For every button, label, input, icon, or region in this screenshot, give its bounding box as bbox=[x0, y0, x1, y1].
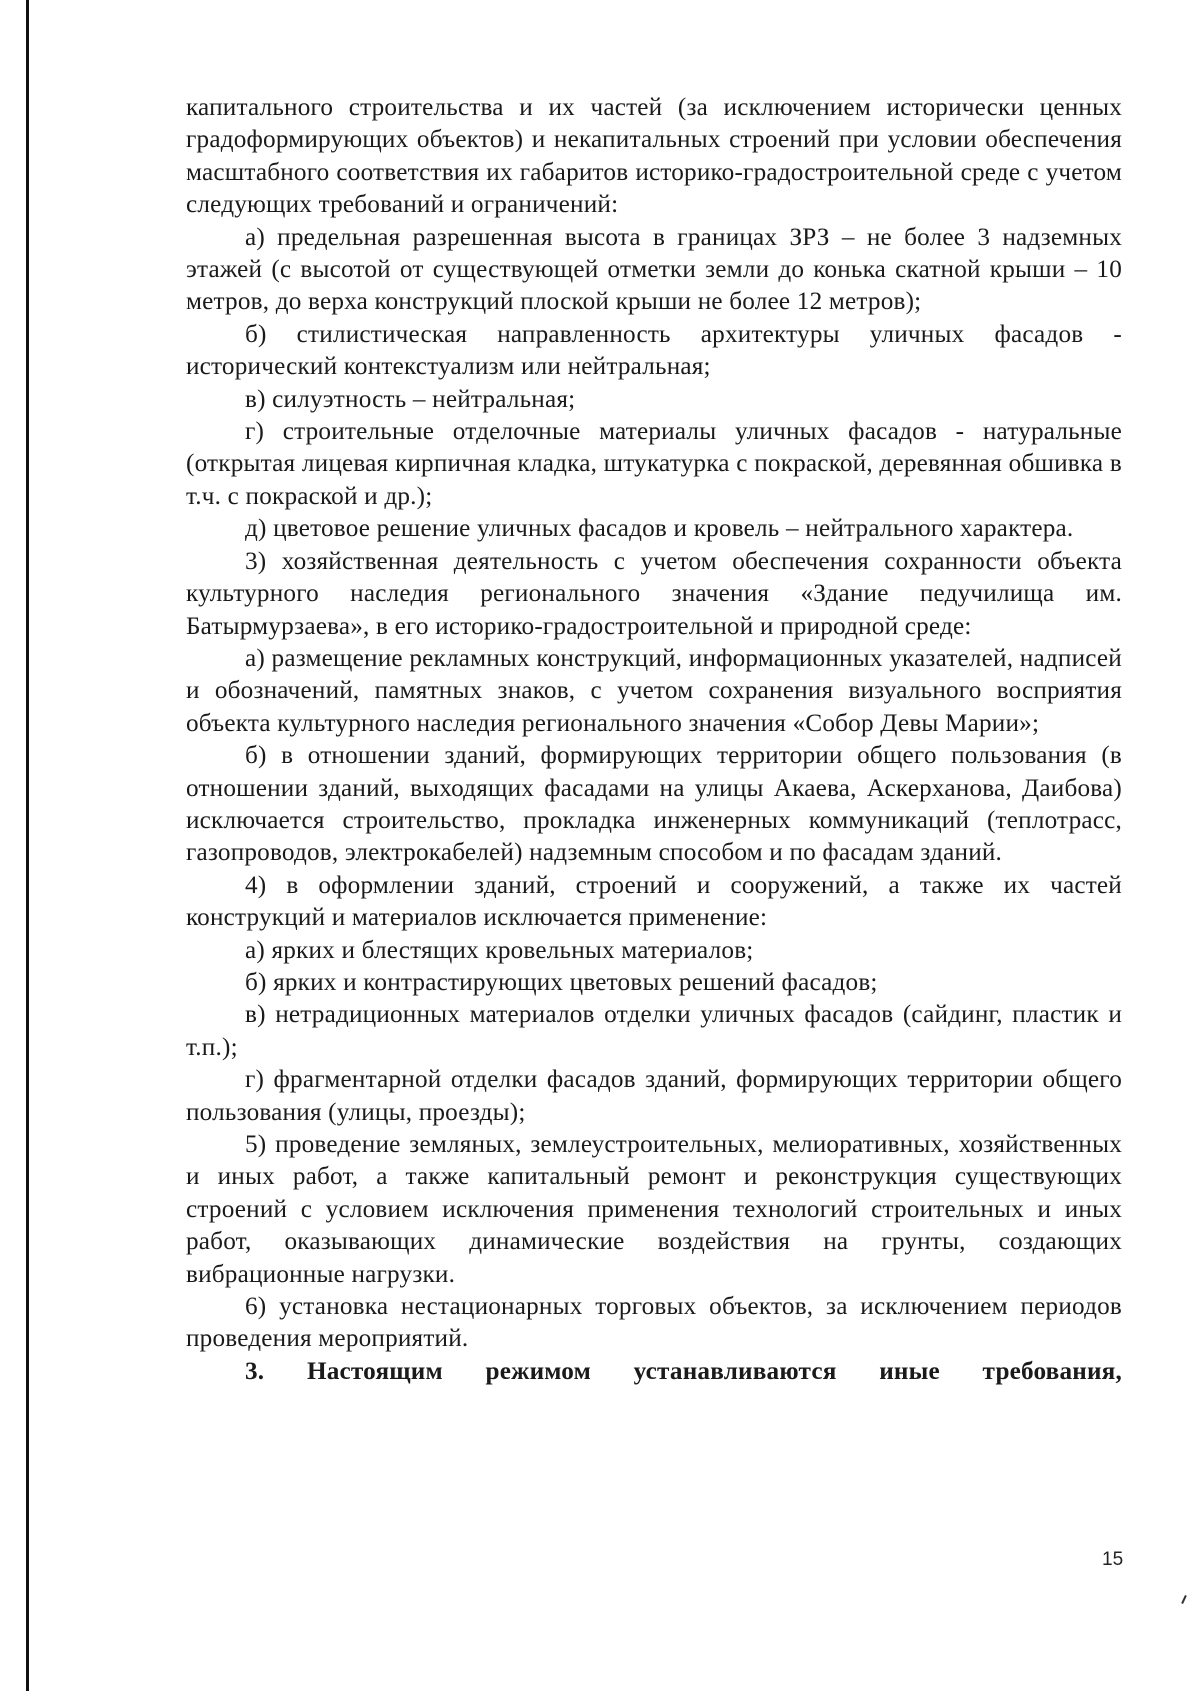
paragraph-item-a-advertising: а) размещение рекламных конструкций, информационных указателей, надписей и обозначений, памятных знаков, с учетом сохранения визуального восприятия объекта культурного наследия регионального значения «Собор Девы Марии»; bbox=[186, 644, 1122, 737]
paragraph-item-b-communications: б) в отношении зданий, формирующих территории общего пользования (в отношении зданий, выходящих фасадами на улицы Акаева, Аскерханова, Даибова) исключается строительство, прокладка инженерных коммуникаций (теплотрасс, газопроводов, электрокабелей) надземным способом и по фасадам зданий. bbox=[186, 742, 1122, 867]
paragraph-item-b-style: б) стилистическая направленность архитектуры уличных фасадов - исторический контекстуализм или нейтральная; bbox=[186, 320, 1122, 381]
paragraph-item-g-fragmentary: г) фрагментарной отделки фасадов зданий, формирующих территории общего пользования (улицы, проезды); bbox=[186, 1066, 1122, 1126]
paragraph-item-v-nontraditional: в) нетрадиционных материалов отделки уличных фасадов (сайдинг, пластик и т.п.); bbox=[186, 1001, 1122, 1061]
paragraph-item-d-color: д) цветовое решение уличных фасадов и кровель – нейтрального характера. bbox=[245, 515, 1074, 543]
paragraph-continuation: капитального строительства и их частей (за исключением исторически ценных градоформирующих объектов) и некапитальных строений при условии обеспечения масштабного соответствия их габаритов историко-градостроительной среде с учетом следующих требований и ограничений: bbox=[186, 94, 1122, 219]
paragraph-item-5-earthworks: 5) проведение земляных, землеустроительных, мелиоративных, хозяйственных и иных работ, а также капитальный ремонт и реконструкция существующих строений с условием исключения применения технологий строительных и иных работ, оказывающих динамические воздействия на грунты, создающих вибрационные нагрузки. bbox=[186, 1131, 1122, 1288]
page-number: 15 bbox=[1102, 1549, 1124, 1570]
paragraph-item-4-design: 4) в оформлении зданий, строений и сооружений, а также их частей конструкций и материалов исключается применение: bbox=[186, 871, 1122, 932]
paragraph-item-3-economic-activity: 3) хозяйственная деятельность с учетом обеспечения сохранности объекта культурного наследия регионального значения «Здание педучилища им. Батырмурзаева», в его историко-градостроительной и природной среде: bbox=[186, 547, 1122, 640]
paragraph-item-6-kiosks: 6) установка нестационарных торговых объектов, за исключением периодов проведения мероприятий. bbox=[186, 1293, 1122, 1353]
scan-left-edge-line bbox=[26, 0, 29, 1691]
document-body bbox=[186, 92, 1122, 1388]
scan-corner-mark bbox=[1181, 1595, 1187, 1604]
paragraph-section-3-heading: 3. Настоящим режимом устанавливаются иные требования, bbox=[245, 1357, 1122, 1385]
paragraph-item-b-colors: б) ярких и контрастирующих цветовых решений фасадов; bbox=[245, 968, 878, 996]
paragraph-item-a-height: а) предельная разрешенная высота в границах ЗРЗ – не более 3 надземных этажей (с высотой от существующей отметки земли до конька скатной крыши – 10 метров, до верха конструкций плоской крыши не более 12 метров); bbox=[186, 223, 1122, 316]
paragraph-item-v-silhouette: в) силуэтность – нейтральная; bbox=[245, 385, 576, 413]
paragraph-item-g-materials: г) строительные отделочные материалы уличных фасадов - натуральные (открытая лицевая кирпичная кладка, штукатурка с покраской, деревянная обшивка в т.ч. с покраской и др.); bbox=[186, 418, 1122, 510]
paragraph-item-a-roofing: а) ярких и блестящих кровельных материалов; bbox=[245, 936, 754, 964]
